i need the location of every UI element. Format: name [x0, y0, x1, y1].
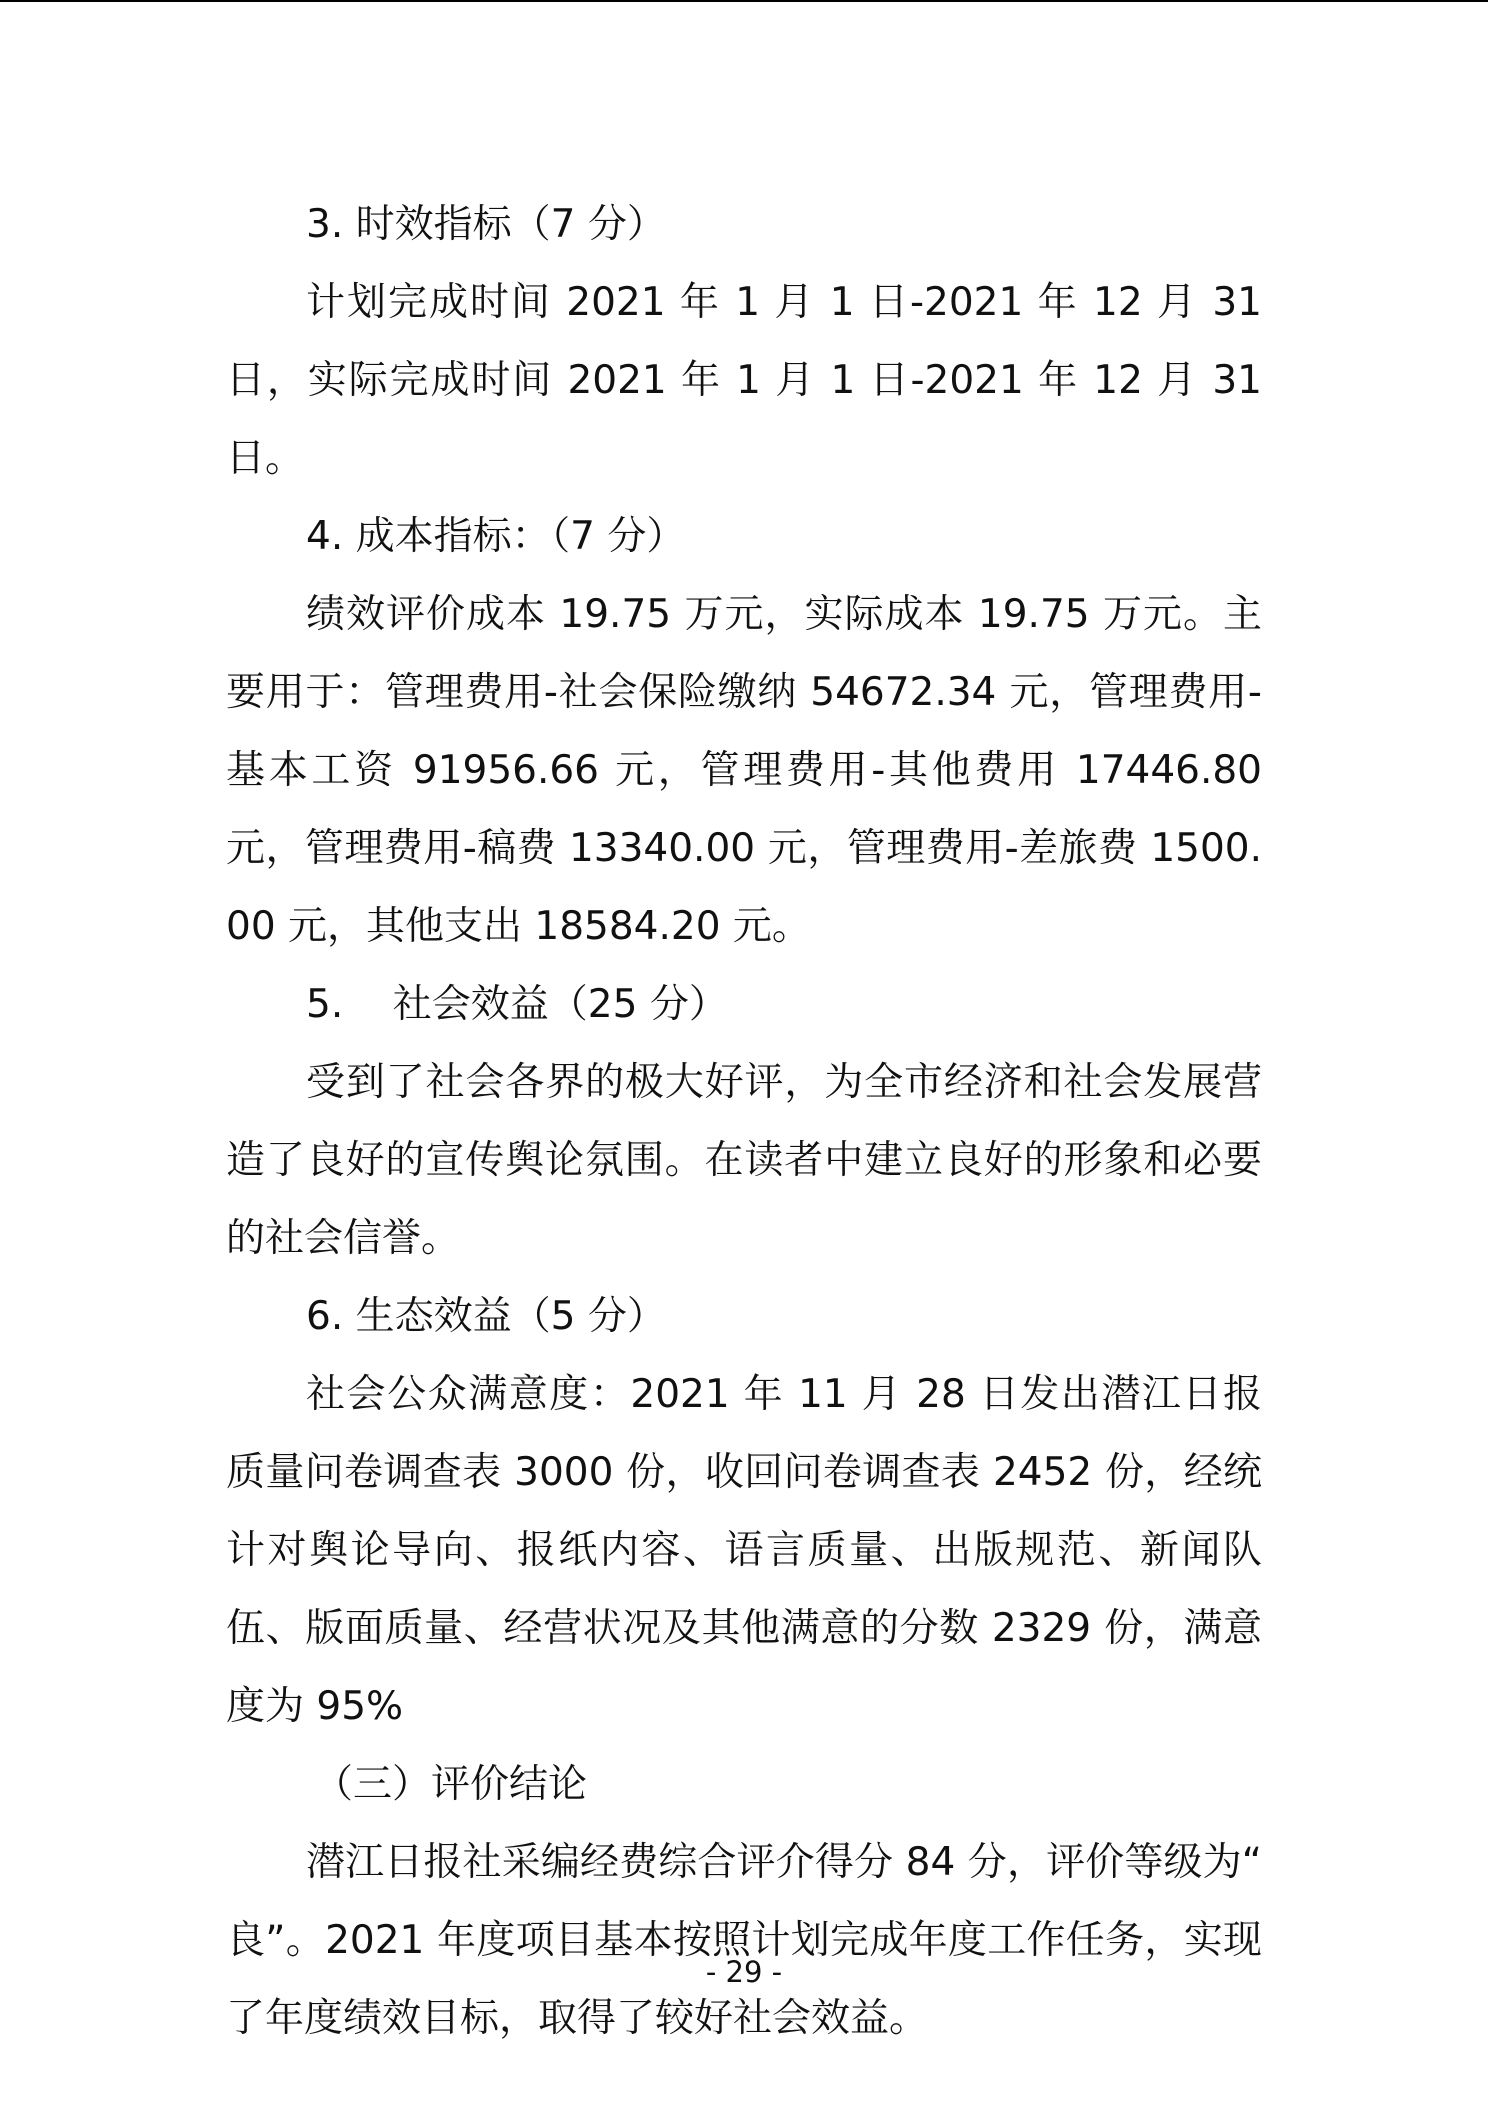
paragraph-social-benefit: 受到了社会各界的极大好评，为全市经济和社会发展营造了良好的宣传舆论氛围。在读者中建立良好的形象和必要的社会信誉。 — [226, 1060, 1262, 1261]
paragraph-satisfaction: 社会公众满意度：2021 年 11 月 28 日发出潜江日报质量问卷调查表 3000 份，收回问卷调查表 2452 份，经统计对舆论导向、报纸内容、语言质量、出版规范、新闻队伍、版面质量、经营状况及其他满意的分数 2329 份，满意度为 95% — [226, 1372, 1262, 1729]
top-border-line — [0, 0, 1488, 2]
paragraph-completion-time: 计划完成时间 2021 年 1 月 1 日-2021 年 12 月 31 日，实际完成时间 2021 年 1 月 1 日-2021 年 12 月 31 日。 — [226, 280, 1262, 481]
document-body — [226, 186, 1262, 2058]
section-heading-timeliness: 3. 时效指标（7 分） — [306, 202, 666, 247]
section-heading-social-benefit: 5. 社会效益（25 分） — [306, 982, 728, 1027]
section-heading-conclusion: （三）评价结论 — [314, 1762, 588, 1807]
paragraph-conclusion: 潜江日报社采编经费综合评介得分 84 分，评价等级为“ 良”。2021 年度项目基本按照计划完成年度工作任务，实现了年度绩效目标，取得了较好社会效益。 — [226, 1840, 1262, 2041]
paragraph-cost-details: 绩效评价成本 19.75 万元，实际成本 19.75 万元。主要用于：管理费用-社会保险缴纳 54672.34 元，管理费用-基本工资 91956.66 元，管理费用-其他费用 17446.80 元，管理费用-稿费 13340.00 元，管理费用-差旅费 1500.00 元，其他支出 18584.20 元。 — [226, 592, 1262, 949]
section-heading-cost: 4. 成本指标：（7 分） — [306, 514, 686, 559]
section-heading-ecological-benefit: 6. 生态效益（5 分） — [306, 1294, 666, 1339]
page-number: - 29 - — [705, 1955, 783, 1989]
